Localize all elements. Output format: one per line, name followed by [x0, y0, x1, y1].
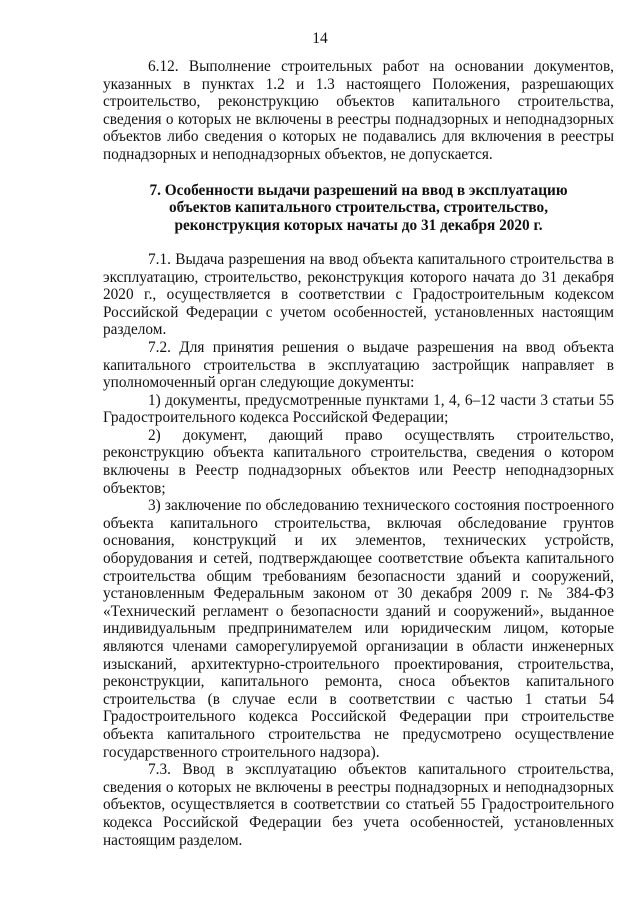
section-title: 7. Особенности выдачи разрешений на ввод в эксплуатацию объектов капитального строительства, строительство, реконструкция которых начаты до 31 декабря 2020 г.: [149, 181, 568, 235]
document-body: [103, 58, 614, 849]
list-item-3: 3) заключение по обследованию технического состояния построенного объекта капитального строительства, включая обследование грунтов основания, конструкций и их элементов, технических устройств, оборудования и сетей, подтверждающее соответствие объекта капитального строительства общим требованиям безопасности зданий и сооружений, установленным Федеральным законом от 30 декабря 2009 г. № 384-ФЗ «Технический регламент о безопасности зданий и сооружений», выданное индивидуальным предпринимателем или юридическим лицом, которые являются членами саморегулируемой организации в области инженерных изысканий, архитектурно-строительного проектирования, строительства, реконструкции, капитального ремонта, сноса объектов капитального строительства (в случае если в соответствии с частью 1 статьи 54 Градостроительного кодекса Российской Федерации при строительстве объекта капитального строительства не предусмотрено осуществление государственного строительного надзора).: [103, 497, 614, 761]
paragraph-6-12: 6.12. Выполнение строительных работ на основании документов, указанных в пунктах 1.2 и 1.3 настоящего Положения, разрешающих строительство, реконструкцию объектов капитального строительства, сведения о которых не включены в реестры поднадзорных и неподнадзорных объектов либо сведения о которых не подавались для включения в реестры поднадзорных и неподнадзорных объектов, не допускается.: [103, 58, 614, 163]
paragraph-7-1: 7.1. Выдача разрешения на ввод объекта капитального строительства в эксплуатацию, строительство, реконструкция которого начата до 31 декабря 2020 г., осуществляется в соответствии с Градостроительным кодексом Российской Федерации с учетом особенностей, установленных настоящим разделом.: [103, 250, 614, 339]
page-number: 14: [312, 30, 328, 47]
list-item-1: 1) документы, предусмотренные пунктами 1, 4, 6–12 части 3 статьи 55 Градостроительного кодекса Российской Федерации;: [103, 391, 614, 427]
list-item-2: 2) документ, дающий право осуществлять строительство, реконструкцию объекта капитального строительства, сведения о котором включены в Реестр поднадзорных объектов или Реестр неподнадзорных объектов;: [103, 426, 614, 497]
paragraph-7-3: 7.3. Ввод в эксплуатацию объектов капитального строительства, сведения о которых не включены в реестры поднадзорных и неподнадзорных объектов, осуществляется в соответствии со статьей 55 Градостроительного кодекса Российской Федерации без учета особенностей, установленных настоящим разделом.: [103, 761, 614, 849]
paragraph-7-2: 7.2. Для принятия решения о выдаче разрешения на ввод объекта капитального строительства в эксплуатацию застройщик направляет в уполномоченный орган следующие документы:: [103, 338, 614, 392]
